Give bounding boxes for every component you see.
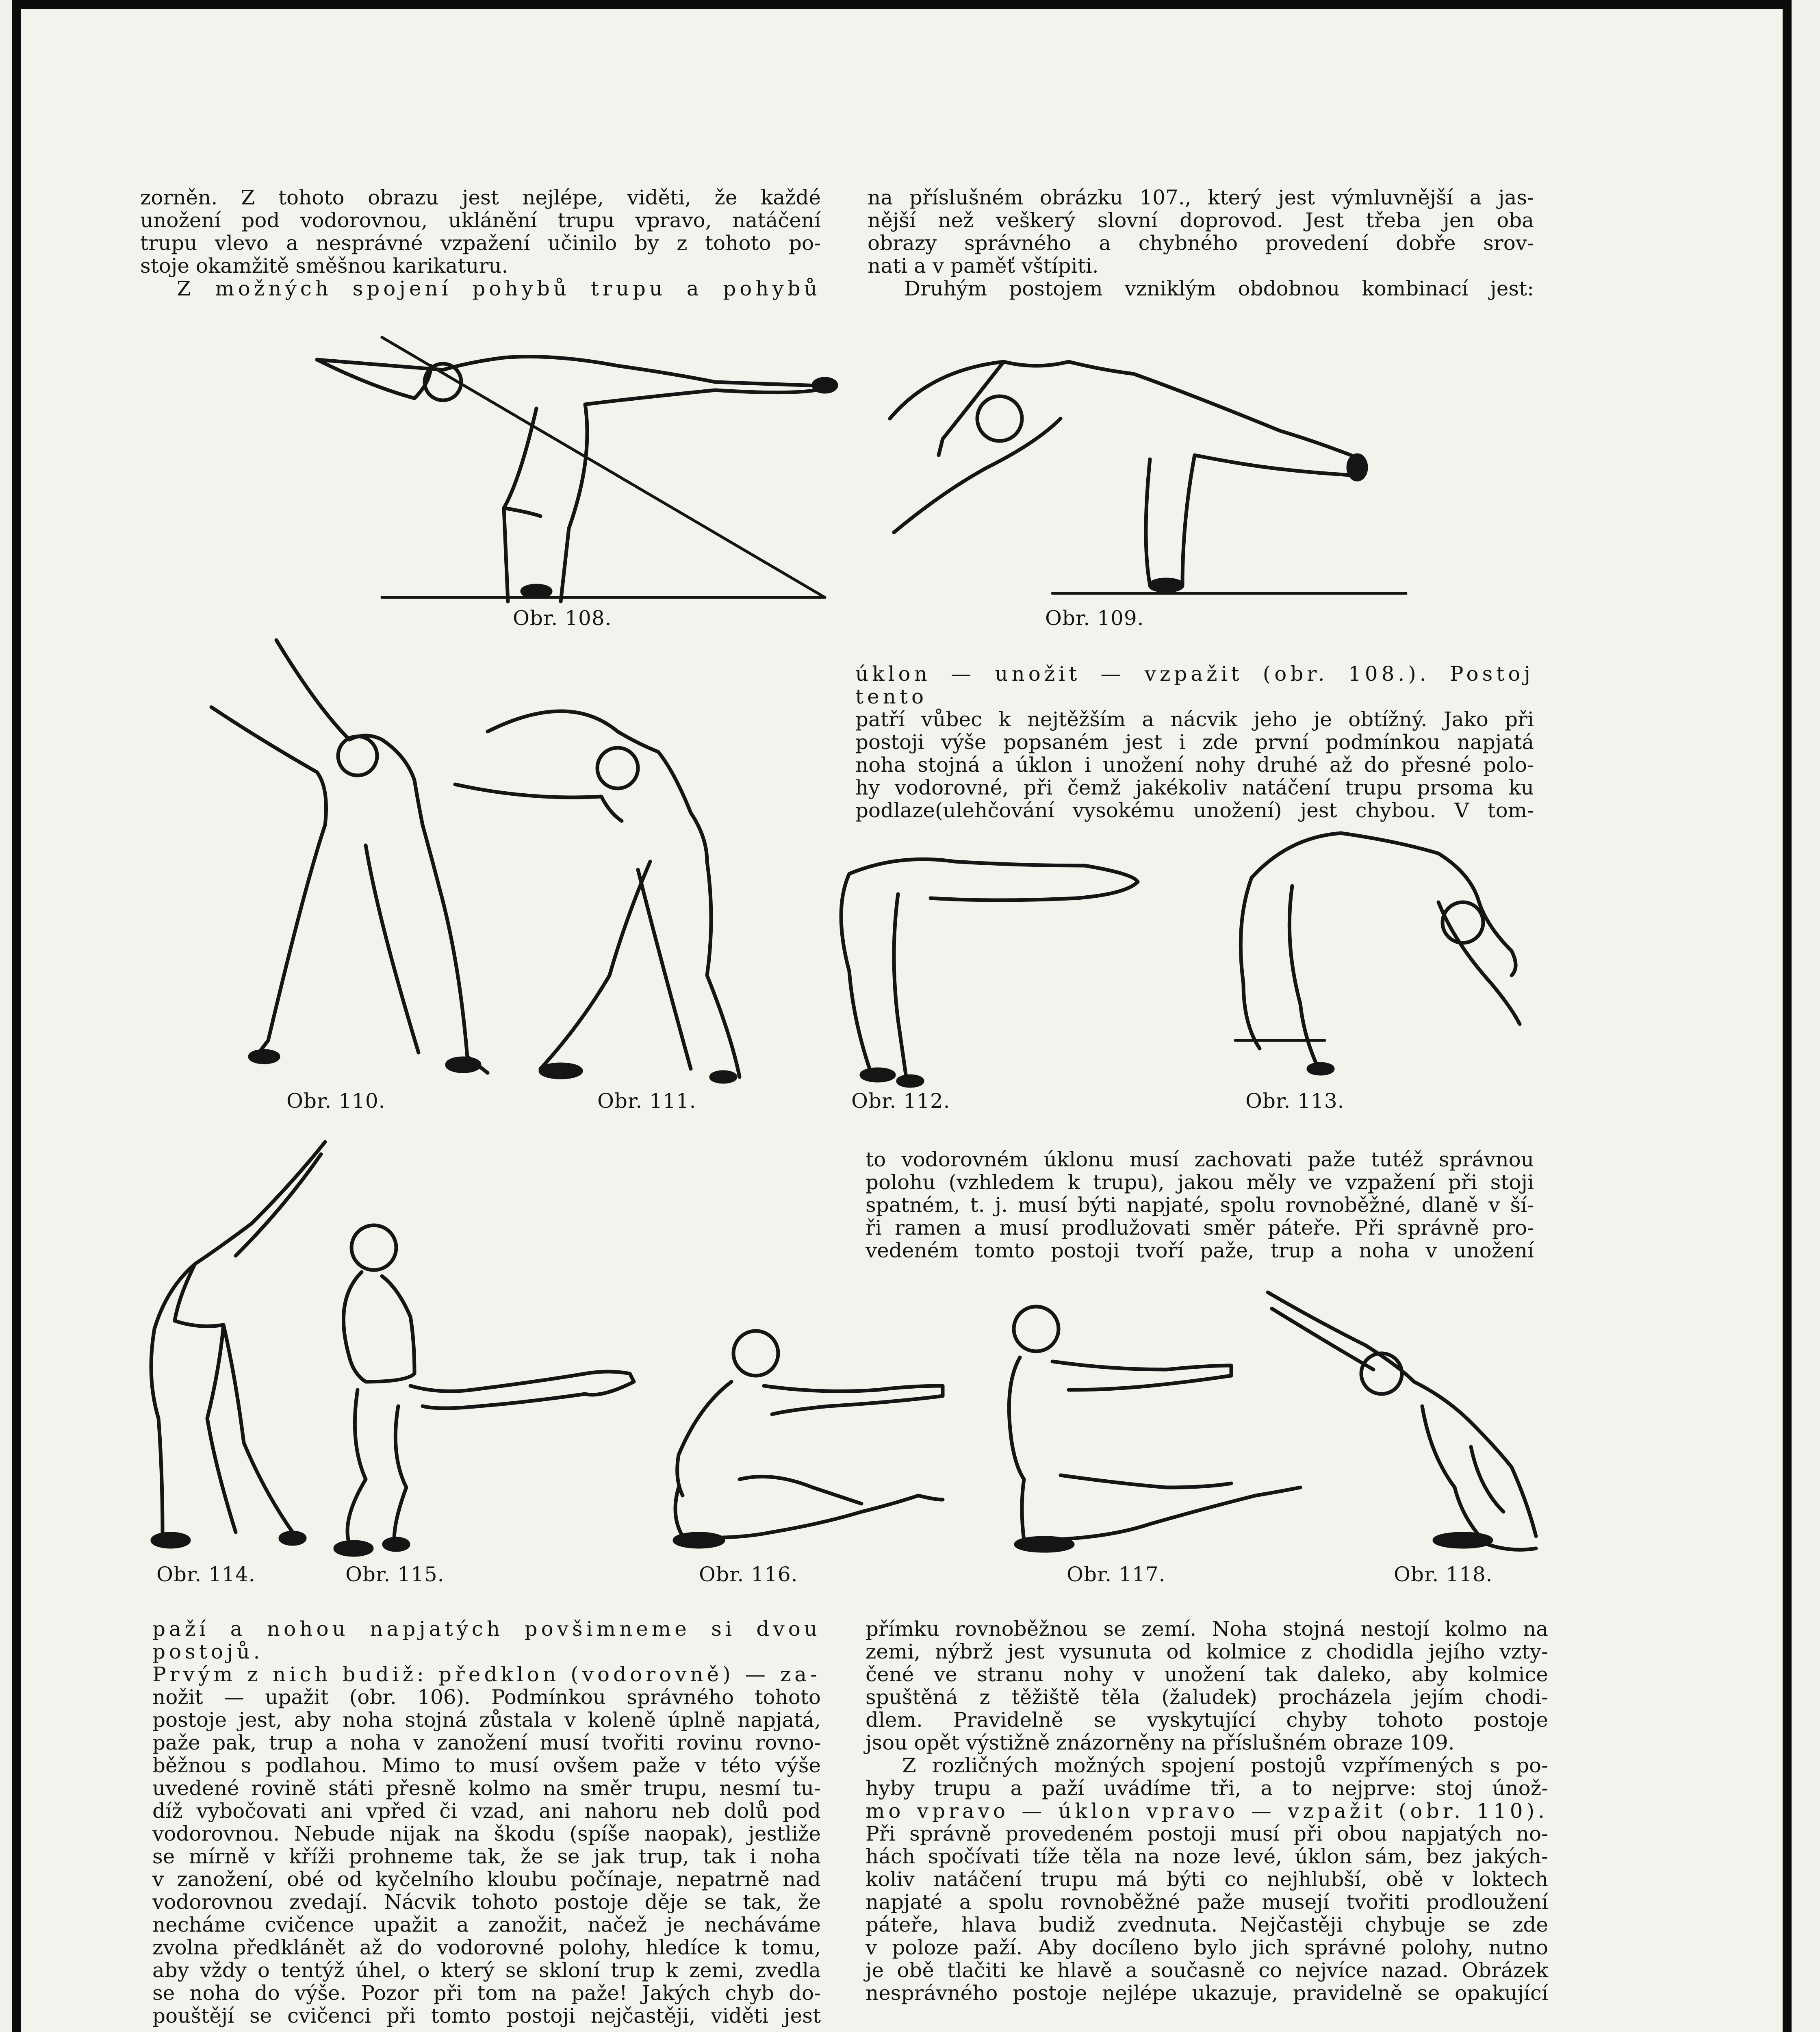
text-line: hách spočívati tíže těla na noze levé, úklon sám, bez jakých- bbox=[866, 1845, 1548, 1868]
text-line: obrazy správného a chybného provedení dobře srov- bbox=[868, 231, 1534, 255]
text-mid-right-2 bbox=[866, 1148, 1534, 1262]
text-line: aby vždy o tentýž úhel, o který se skloní trup k zemi, zvedla bbox=[152, 1958, 821, 1982]
text-line: hyby trupu a paží uvádíme tři, a to nejprve: stoj únož- bbox=[866, 1776, 1548, 1800]
text-line: se mírně v kříži prohneme tak, že se jak trup, tak i noha bbox=[152, 1845, 821, 1868]
text-line: zvolna předklánět až do vodorovné polohy, hledíce k tomu, bbox=[152, 1936, 821, 1959]
text-line: díž vybočovati ani vpřed či vzad, ani nahoru neb dolů pod bbox=[152, 1799, 821, 1823]
caption-obr-116: Obr. 116. bbox=[699, 1563, 798, 1586]
text-line: čené ve stranu nohy v unožení tak daleko, aby kolmice bbox=[866, 1663, 1548, 1686]
figure-113 bbox=[1227, 821, 1520, 1085]
figure-109 bbox=[882, 337, 1422, 606]
figure-116 bbox=[650, 1325, 959, 1557]
text-line: nesprávného postoje nejlépe ukazuje, pravidelně se opakující bbox=[866, 1981, 1548, 2005]
text-line: spatném, t. j. musí býti napjaté, spolu rovnoběžné, dlaně v ší- bbox=[866, 1193, 1534, 1217]
figure-113-drawing bbox=[1227, 821, 1520, 1085]
text-line: Z rozličných možných spojení postojů vzpřímených s po- bbox=[902, 1754, 1548, 1777]
text-line: hy vodorovné, při čemž jakékoliv natáčení trupu prsoma ku bbox=[855, 776, 1534, 799]
figure-109-drawing bbox=[882, 337, 1422, 606]
text-line: patří vůbec k nejtěžším a nácvik jeho je obtížný. Jako při bbox=[855, 708, 1534, 731]
text-line bbox=[866, 1800, 1548, 1822]
text-line bbox=[855, 662, 1534, 708]
figure-118-drawing bbox=[1260, 1276, 1552, 1561]
text-bottom-left bbox=[152, 1617, 821, 2027]
text-line: spuštěná z těžiště těla (žaludek) procházela jejím chodi- bbox=[866, 1685, 1548, 1709]
text-mid-right-1 bbox=[855, 662, 1534, 822]
text-line: vodorovnou zvedají. Nácvik tohoto postoje děje se tak, že bbox=[152, 1890, 821, 1914]
text-bottom-right bbox=[866, 1617, 1548, 2004]
text-line: unožení pod vodorovnou, uklánění trupu vpravo, natáčení bbox=[140, 208, 821, 232]
text-line: stoje okamžitě směšnou karikaturu. bbox=[140, 254, 508, 278]
text-line: necháme cvičence upažit a zanožit, načež je necháváme bbox=[152, 1913, 821, 1936]
text-line: na příslušném obrázku 107., který jest výmluvnější a jas- bbox=[868, 186, 1534, 209]
text-line: se noha do výše. Pozor při tom na paže! Jakých chyb do- bbox=[152, 1981, 821, 2005]
text-line: dlem. Pravidelně se vyskytující chyby tohoto postoje bbox=[866, 1708, 1548, 1732]
text-line: polohu (vzhledem k trupu), jakou měly ve vzpažení při stoji bbox=[866, 1170, 1534, 1194]
figure-118 bbox=[1260, 1276, 1552, 1561]
text-line: vedeném tomto postoji tvoří paže, trup a noha v unožení bbox=[866, 1239, 1534, 1262]
text-line: v zanožení, obé od kyčelního kloubu počínaje, nepatrně nad bbox=[152, 1867, 821, 1891]
ground-line bbox=[382, 337, 825, 597]
figure-115 bbox=[317, 1219, 650, 1557]
text-line: ři ramen a musí prodlužovati směr páteře. Při správně pro- bbox=[866, 1216, 1534, 1240]
text-line-spaced: Prvým z nich budiž: předklon (vodorovně) — za- bbox=[152, 1663, 821, 1686]
text-top-left bbox=[140, 186, 821, 300]
text-line: je obě tlačiti ke hlavě a současně co nejvíce nazad. Obrázek bbox=[866, 1958, 1548, 1982]
caption-obr-115: Obr. 115. bbox=[345, 1563, 445, 1586]
text-line: v poloze paží. Aby docíleno bylo jich správné polohy, nutno bbox=[866, 1936, 1548, 1959]
text-line bbox=[152, 1663, 821, 1686]
text-line: zemi, nýbrž jest vysunuta od kolmice z chodidla jejího vzty- bbox=[866, 1640, 1548, 1663]
caption-obr-110: Obr. 110. bbox=[286, 1089, 386, 1113]
figure-111 bbox=[447, 691, 756, 1085]
text-line: postoje jest, aby noha stojná zůstala v koleně úplně napjatá, bbox=[152, 1708, 821, 1732]
text-line: noha stojná a úklon i unožení nohy druhé až do přesné polo- bbox=[855, 753, 1534, 777]
text-line: nati a v paměť vštípiti. bbox=[868, 254, 1099, 278]
text-line: Z možných spojení pohybů trupu a pohybů bbox=[177, 277, 821, 300]
figure-112-drawing bbox=[825, 849, 1150, 1085]
text-line: koliv natáčení trupu má býti co nejhlubší, obě v loktech bbox=[866, 1867, 1548, 1891]
text-line-spaced: úklon — unožit — vzpažit (obr. 108.). Postoj tento bbox=[855, 662, 1534, 708]
caption-obr-114: Obr. 114. bbox=[156, 1563, 256, 1586]
text-line: přímku rovnoběžnou se zemí. Noha stojná nestojí kolmo na bbox=[866, 1617, 1548, 1641]
text-line: běžnou s podlahou. Mimo to musí ovšem paže v této výše bbox=[152, 1754, 821, 1777]
caption-obr-118: Obr. 118. bbox=[1394, 1563, 1493, 1586]
text-top-right bbox=[868, 186, 1534, 300]
figure-116-drawing bbox=[650, 1325, 959, 1557]
figure-108-drawing bbox=[309, 337, 837, 606]
text-line: napjaté a spolu rovnoběžné paže musejí tvořiti prodloužení bbox=[866, 1890, 1548, 1914]
text-line: pouštějí se cvičenci při tomto postoji nejčastěji, viděti jest bbox=[152, 2004, 821, 2028]
caption-obr-111: Obr. 111. bbox=[597, 1089, 696, 1113]
text-line: podlaze(ulehčování vysokému unožení) jest chybou. V tom- bbox=[855, 799, 1534, 822]
caption-obr-117: Obr. 117. bbox=[1067, 1563, 1166, 1586]
figure-112 bbox=[825, 849, 1150, 1085]
text-line bbox=[152, 1617, 821, 1663]
text-line-spaced: mo vpravo — úklon vpravo — vzpažit (obr. 110). bbox=[866, 1799, 1548, 1823]
caption-obr-109: Obr. 109. bbox=[1045, 606, 1144, 630]
caption-obr-112: Obr. 112. bbox=[851, 1089, 950, 1113]
text-line-spaced: paží a nohou napjatých povšimneme si dvou postojů. bbox=[152, 1617, 821, 1663]
text-line: páteře, hlava budiž zvednuta. Nejčastěji chybuje se zde bbox=[866, 1913, 1548, 1936]
text-line: nožit — upažit (obr. 106). Podmínkou správného tohoto bbox=[152, 1685, 821, 1709]
caption-obr-113: Obr. 113. bbox=[1245, 1089, 1345, 1113]
figure-115-drawing bbox=[317, 1219, 650, 1557]
text-line: vodorovnou. Nebude nijak na škodu (spíše naopak), jestliže bbox=[152, 1822, 821, 1845]
text-line: to vodorovném úklonu musí zachovati paže tutéž správnou bbox=[866, 1148, 1534, 1171]
text-line: Při správně provedeném postoji musí při obou napjatých no- bbox=[866, 1822, 1548, 1845]
text-line: trupu vlevo a nesprávné vzpažení učinilo by z tohoto po- bbox=[140, 231, 821, 255]
text-line: Druhým postojem vzniklým obdobnou kombinací jest: bbox=[904, 277, 1534, 300]
text-line: postoji výše popsaném jest i zde první podmínkou napjatá bbox=[855, 730, 1534, 754]
text-line: paže pak, trup a noha v zanožení musí tvořiti rovinu rovno- bbox=[152, 1731, 821, 1754]
text-line: uvedené rovině státi přesně kolmo na směr trupu, nesmí tu- bbox=[152, 1776, 821, 1800]
text-line: zorněn. Z tohoto obrazu jest nejlépe, viděti, že každé bbox=[140, 186, 821, 209]
figure-111-drawing bbox=[447, 691, 756, 1085]
caption-obr-108: Obr. 108. bbox=[513, 606, 612, 630]
text-line: jsou opět výstižně znázorněny na příslušném obraze 109. bbox=[866, 1731, 1455, 1754]
figure-108 bbox=[309, 337, 837, 606]
text-line: nější než veškerý slovní doprovod. Jest třeba jen oba bbox=[868, 208, 1534, 232]
